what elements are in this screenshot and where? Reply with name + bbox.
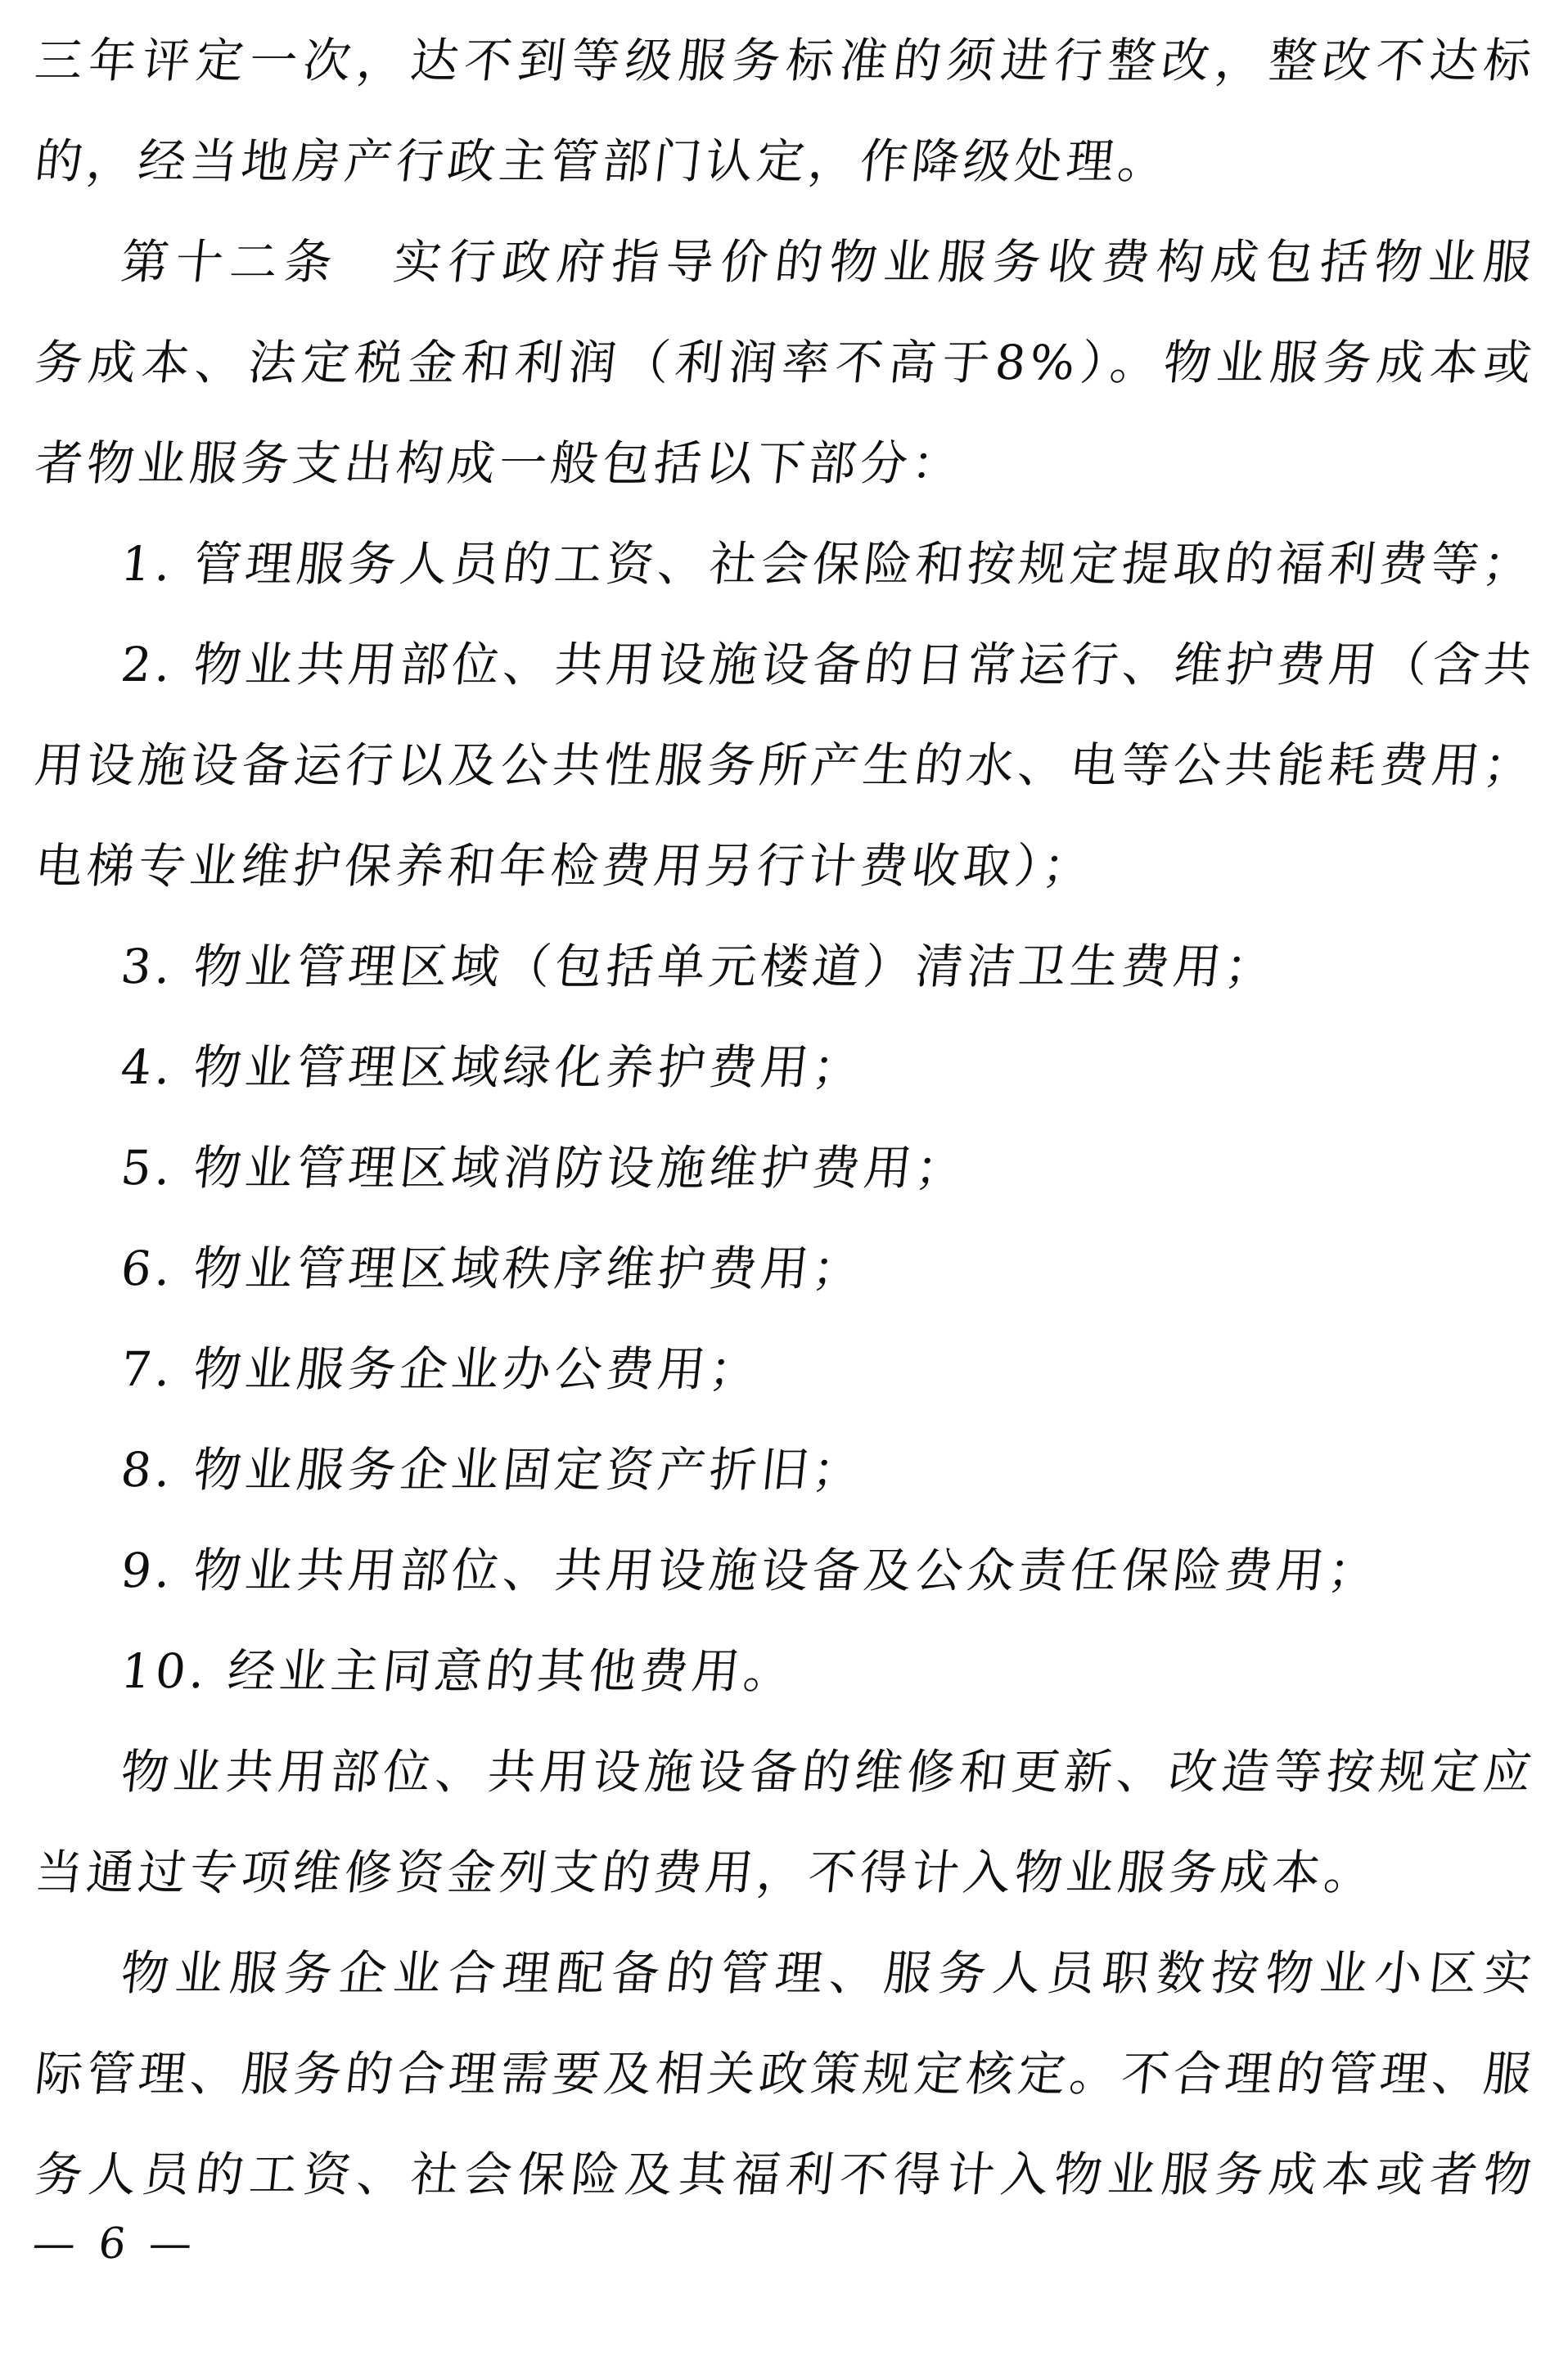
text-line-10-item-3: 3. 物业管理区域（包括单元楼道）清洁卫生费用；	[118, 939, 1280, 994]
text-line-13-item-6: 6. 物业管理区域秩序维护费用；	[118, 1241, 867, 1296]
text-line-1: 三年评定一次，达不到等级服务标准的须进行整改，整改不达标	[32, 33, 1539, 88]
text-line-15-item-8: 8. 物业服务企业固定资产折旧；	[118, 1442, 867, 1498]
text-line-14-item-7: 7. 物业服务企业办公费用；	[118, 1341, 764, 1397]
text-line-12-item-5: 5. 物业管理区域消防设施维护费用；	[118, 1140, 971, 1196]
text-line-5: 者物业服务支出构成一般包括以下部分：	[32, 435, 966, 491]
text-line-2: 的，经当地房产行政主管部门认定，作降级处理。	[32, 133, 1173, 189]
text-line-22: 务人员的工资、社会保险及其福利不得计入物业服务成本或者物	[32, 2147, 1539, 2202]
text-line-3-article-12-start: 第十二条 实行政府指导价的物业服务收费构成包括物业服	[118, 234, 1539, 290]
text-line-20: 物业服务企业合理配备的管理、服务人员职数按物业小区实	[118, 1945, 1539, 2001]
text-line-18: 物业共用部位、共用设施设备的维修和更新、改造等按规定应	[118, 1744, 1539, 1800]
page-number: — 6 —	[29, 2219, 200, 2269]
text-line-4: 务成本、法定税金和利润（利润率不高于8%）。物业服务成本或	[32, 335, 1539, 390]
text-line-16-item-9: 9. 物业共用部位、共用设施设备及公众责任保险费用；	[118, 1543, 1383, 1598]
text-line-8: 用设施设备运行以及公共性服务所产生的水、电等公共能耗费用；	[32, 737, 1539, 793]
document-body	[32, 11, 1539, 2225]
text-line-21: 际管理、服务的合理需要及相关政策规定核定。不合理的管理、服	[32, 2046, 1539, 2102]
text-line-17-item-10: 10. 经业主同意的其他费用。	[118, 1643, 799, 1699]
text-line-19: 当通过专项维修资金列支的费用，不得计入物业服务成本。	[32, 1845, 1379, 1900]
text-line-7-item-2: 2. 物业共用部位、共用设施设备的日常运行、维护费用（含共	[118, 637, 1539, 692]
text-line-6-item-1: 1. 管理服务人员的工资、社会保险和按规定提取的福利费等；	[118, 536, 1538, 592]
text-line-9: 电梯专业维护保养和年检费用另行计费收取）；	[32, 838, 1097, 894]
text-line-11-item-4: 4. 物业管理区域绿化养护费用；	[118, 1039, 867, 1095]
